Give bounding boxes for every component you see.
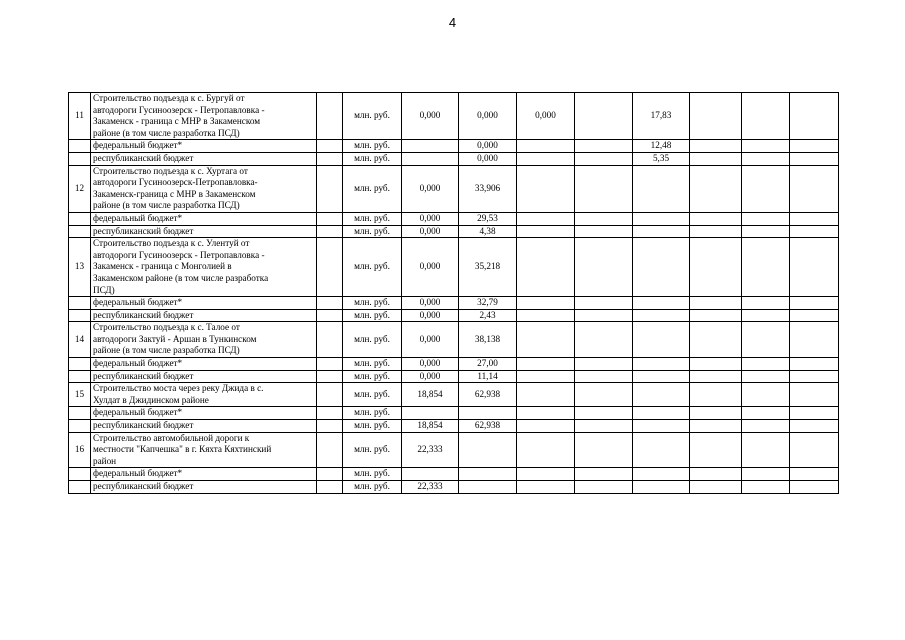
blank-cell (317, 238, 343, 297)
item-name-cell (91, 225, 317, 238)
item-name-line: Хулдат в Джидинском районе (93, 394, 209, 405)
item-name-line: автодороги Гусиноозерск - Петропавловка - (93, 249, 265, 260)
item-name-line: федеральный бюджет* (93, 358, 183, 369)
value-cell: 0,000 (459, 140, 517, 153)
table-row-project (69, 165, 884, 212)
value-cell (690, 152, 742, 165)
item-name-line: республиканский бюджет (93, 225, 194, 236)
value-cell (402, 407, 459, 420)
value-cell: 0,000 (402, 225, 459, 238)
value-cell (517, 370, 575, 383)
value-cell (633, 432, 690, 468)
item-name-line: автодороги Гусиноозерск-Петропавловка- (93, 177, 258, 188)
row-number-cell (69, 225, 91, 238)
value-cell (517, 468, 575, 481)
blank-cell (317, 481, 343, 494)
blank-cell (317, 432, 343, 468)
unit-cell: млн. руб. (343, 140, 402, 153)
value-cell (459, 468, 517, 481)
item-name-line: Строительство подъезда к с. Хуртага от (93, 165, 248, 176)
blank-cell (317, 212, 343, 225)
table-row-project (69, 93, 884, 140)
row-number-cell (69, 420, 91, 433)
value-cell (742, 212, 790, 225)
unit-cell: млн. руб. (343, 212, 402, 225)
value-cell (742, 468, 790, 481)
value-cell (742, 383, 790, 407)
item-name-line: Закаменск-граница с МНР в Закаменском (93, 188, 256, 199)
row-number-cell (69, 212, 91, 225)
unit-cell: млн. руб. (343, 225, 402, 238)
unit-cell: млн. руб. (343, 93, 402, 140)
item-name-line: районе (в том числе разработка ПСД) (93, 345, 240, 356)
item-name-line: республиканский бюджет (93, 152, 194, 163)
row-number-cell: 14 (69, 322, 91, 358)
blank-cell (317, 93, 343, 140)
item-name-line: район (93, 455, 117, 466)
value-cell: 0,000 (402, 165, 459, 212)
table-row-subitem (69, 370, 884, 383)
value-cell (690, 481, 742, 494)
blank-cell (317, 420, 343, 433)
blank-cell (317, 309, 343, 322)
row-number-cell (69, 140, 91, 153)
table-row-project (69, 238, 884, 297)
value-cell (575, 358, 633, 371)
value-cell (517, 238, 575, 297)
value-cell: 0,000 (517, 93, 575, 140)
row-number-cell (69, 481, 91, 494)
value-cell (575, 309, 633, 322)
value-cell (633, 297, 690, 310)
value-cell: 18,854 (402, 420, 459, 433)
value-cell (790, 370, 839, 383)
table-body (69, 93, 884, 494)
item-name-line: местности "Капчешка" в г. Кяхта Кяхтинский (93, 444, 272, 455)
value-cell (790, 297, 839, 310)
value-cell (690, 420, 742, 433)
value-cell: 0,000 (402, 212, 459, 225)
blank-cell (317, 225, 343, 238)
item-name-cell (91, 370, 317, 383)
value-cell (690, 140, 742, 153)
value-cell (633, 468, 690, 481)
value-cell (742, 358, 790, 371)
row-number-cell (69, 468, 91, 481)
table-row-subitem (69, 358, 884, 371)
value-cell (517, 225, 575, 238)
value-cell (633, 165, 690, 212)
table-row-subitem (69, 481, 884, 494)
value-cell (517, 165, 575, 212)
item-name-cell (91, 481, 317, 494)
item-name-line: районе (в том числе разработка ПСД) (93, 127, 240, 138)
value-cell (690, 407, 742, 420)
blank-cell (317, 152, 343, 165)
value-cell: 0,000 (402, 297, 459, 310)
table-row-project (69, 383, 884, 407)
value-cell (690, 432, 742, 468)
value-cell (790, 212, 839, 225)
row-number-cell (69, 407, 91, 420)
table-row-subitem (69, 140, 884, 153)
value-cell (459, 432, 517, 468)
value-cell (575, 297, 633, 310)
table-row-subitem (69, 407, 884, 420)
value-cell (790, 407, 839, 420)
value-cell (742, 481, 790, 494)
value-cell (742, 309, 790, 322)
value-cell (517, 322, 575, 358)
unit-cell: млн. руб. (343, 165, 402, 212)
item-name-line: федеральный бюджет* (93, 297, 183, 308)
row-number-cell (69, 297, 91, 310)
blank-cell (317, 322, 343, 358)
item-name-cell (91, 93, 317, 140)
unit-cell: млн. руб. (343, 238, 402, 297)
value-cell (575, 420, 633, 433)
unit-cell: млн. руб. (343, 407, 402, 420)
item-name-line: автодороги Зактуй - Аршан в Тункинском (93, 333, 257, 344)
value-cell (575, 238, 633, 297)
value-cell: 2,43 (459, 309, 517, 322)
value-cell (690, 468, 742, 481)
item-name-cell (91, 152, 317, 165)
value-cell: 62,938 (459, 383, 517, 407)
value-cell: 32,79 (459, 297, 517, 310)
value-cell (575, 481, 633, 494)
value-cell (790, 432, 839, 468)
table-row-subitem (69, 468, 884, 481)
unit-cell: млн. руб. (343, 358, 402, 371)
row-number-cell: 11 (69, 93, 91, 140)
value-cell (742, 152, 790, 165)
value-cell (402, 152, 459, 165)
item-name-line: ПСД) (93, 284, 115, 295)
value-cell (742, 432, 790, 468)
value-cell (517, 152, 575, 165)
value-cell: 17,83 (633, 93, 690, 140)
value-cell: 0,000 (402, 322, 459, 358)
item-name-line: Закаменском районе (в том числе разработка (93, 272, 269, 283)
value-cell (742, 407, 790, 420)
item-name-line: республиканский бюджет (93, 420, 194, 431)
value-cell (790, 140, 839, 153)
value-cell (690, 297, 742, 310)
value-cell: 29,53 (459, 212, 517, 225)
value-cell (575, 468, 633, 481)
value-cell: 38,138 (459, 322, 517, 358)
value-cell (633, 212, 690, 225)
value-cell: 0,000 (402, 358, 459, 371)
unit-cell: млн. руб. (343, 309, 402, 322)
value-cell (517, 407, 575, 420)
value-cell (742, 93, 790, 140)
item-name-line: Строительство подъезда к с. Улентуй от (93, 238, 250, 249)
value-cell (690, 309, 742, 322)
item-name-line: Закаменск - граница с Монголией в (93, 261, 232, 272)
budget-table (68, 92, 884, 494)
item-name-line: Строительство автомобильной дороги к (93, 432, 250, 443)
row-number-cell: 16 (69, 432, 91, 468)
value-cell: 4,38 (459, 225, 517, 238)
value-cell (790, 420, 839, 433)
value-cell: 0,000 (459, 93, 517, 140)
item-name-line: районе (в том числе разработка ПСД) (93, 200, 240, 211)
value-cell (742, 322, 790, 358)
value-cell (575, 165, 633, 212)
value-cell: 0,000 (402, 238, 459, 297)
item-name-line: Строительство моста через реку Джида в с. (93, 383, 264, 394)
value-cell (742, 140, 790, 153)
blank-cell (317, 140, 343, 153)
row-number-cell: 15 (69, 383, 91, 407)
value-cell (633, 225, 690, 238)
value-cell (517, 481, 575, 494)
blank-cell (317, 358, 343, 371)
value-cell (575, 370, 633, 383)
unit-cell: млн. руб. (343, 420, 402, 433)
value-cell (790, 225, 839, 238)
unit-cell: млн. руб. (343, 322, 402, 358)
value-cell (690, 238, 742, 297)
table-row-subitem (69, 212, 884, 225)
item-name-cell (91, 297, 317, 310)
value-cell (790, 238, 839, 297)
value-cell: 18,854 (402, 383, 459, 407)
value-cell: 0,000 (402, 370, 459, 383)
table-row-subitem (69, 152, 884, 165)
blank-cell (317, 383, 343, 407)
item-name-line: республиканский бюджет (93, 481, 194, 491)
value-cell: 11,14 (459, 370, 517, 383)
unit-cell: млн. руб. (343, 297, 402, 310)
table-row-subitem (69, 420, 884, 433)
value-cell (633, 358, 690, 371)
item-name-cell (91, 407, 317, 420)
value-cell (633, 407, 690, 420)
value-cell (742, 370, 790, 383)
row-number-cell: 13 (69, 238, 91, 297)
blank-cell (317, 165, 343, 212)
blank-cell (317, 297, 343, 310)
table-row-project (69, 322, 884, 358)
value-cell (517, 383, 575, 407)
value-cell (517, 212, 575, 225)
item-name-cell (91, 212, 317, 225)
value-cell: 12,48 (633, 140, 690, 153)
unit-cell: млн. руб. (343, 432, 402, 468)
value-cell (690, 322, 742, 358)
item-name-line: Строительство подъезда к с. Талое от (93, 322, 240, 333)
item-name-line: республиканский бюджет (93, 370, 194, 381)
blank-cell (317, 370, 343, 383)
value-cell (690, 383, 742, 407)
value-cell: 22,333 (402, 432, 459, 468)
item-name-cell (91, 468, 317, 481)
value-cell (742, 420, 790, 433)
item-name-cell (91, 140, 317, 153)
blank-cell (317, 468, 343, 481)
value-cell (790, 309, 839, 322)
unit-cell: млн. руб. (343, 370, 402, 383)
item-name-line: федеральный бюджет* (93, 468, 183, 479)
value-cell (790, 152, 839, 165)
table-row-project (69, 432, 884, 468)
value-cell (517, 432, 575, 468)
row-number-cell (69, 370, 91, 383)
value-cell (633, 481, 690, 494)
item-name-line: республиканский бюджет (93, 309, 194, 320)
value-cell (575, 407, 633, 420)
value-cell (459, 407, 517, 420)
value-cell (575, 432, 633, 468)
row-number-cell (69, 309, 91, 322)
item-name-line: автодороги Гусиноозерск - Петропавловка - (93, 104, 265, 115)
item-name-line: Закаменск - граница с МНР в Закаменском (93, 116, 261, 127)
value-cell (690, 93, 742, 140)
value-cell (633, 238, 690, 297)
item-name-line: Строительство подъезда к с. Бургуй от (93, 93, 245, 103)
value-cell: 35,218 (459, 238, 517, 297)
value-cell (402, 140, 459, 153)
value-cell (790, 468, 839, 481)
item-name-cell (91, 383, 317, 407)
value-cell (790, 358, 839, 371)
value-cell: 27,00 (459, 358, 517, 371)
item-name-cell (91, 309, 317, 322)
page-number: 4 (448, 15, 457, 30)
value-cell (575, 140, 633, 153)
row-number-cell (69, 152, 91, 165)
value-cell (575, 322, 633, 358)
value-cell (690, 212, 742, 225)
value-cell: 0,000 (402, 93, 459, 140)
item-name-cell (91, 420, 317, 433)
value-cell: 62,938 (459, 420, 517, 433)
item-name-line: федеральный бюджет* (93, 407, 183, 418)
value-cell (690, 165, 742, 212)
value-cell (633, 322, 690, 358)
value-cell (742, 225, 790, 238)
unit-cell: млн. руб. (343, 152, 402, 165)
value-cell (790, 322, 839, 358)
item-name-line: федеральный бюджет* (93, 212, 183, 223)
value-cell: 5,35 (633, 152, 690, 165)
value-cell (790, 165, 839, 212)
value-cell (575, 225, 633, 238)
value-cell (790, 93, 839, 140)
blank-cell (317, 407, 343, 420)
value-cell (742, 238, 790, 297)
value-cell (690, 358, 742, 371)
value-cell (633, 383, 690, 407)
row-number-cell (69, 358, 91, 371)
value-cell (575, 212, 633, 225)
value-cell (575, 152, 633, 165)
value-cell (575, 93, 633, 140)
value-cell (790, 481, 839, 494)
item-name-line: федеральный бюджет* (93, 140, 183, 151)
value-cell (517, 297, 575, 310)
value-cell (517, 358, 575, 371)
value-cell (575, 383, 633, 407)
value-cell (633, 370, 690, 383)
value-cell (459, 481, 517, 494)
table-row-subitem (69, 297, 884, 310)
value-cell (742, 297, 790, 310)
value-cell (517, 140, 575, 153)
value-cell (402, 468, 459, 481)
row-number-cell: 12 (69, 165, 91, 212)
item-name-cell (91, 432, 317, 468)
value-cell (790, 383, 839, 407)
value-cell (633, 309, 690, 322)
value-cell (742, 165, 790, 212)
item-name-cell (91, 322, 317, 358)
unit-cell: млн. руб. (343, 481, 402, 494)
value-cell: 0,000 (459, 152, 517, 165)
table-row-subitem (69, 309, 884, 322)
value-cell: 22,333 (402, 481, 459, 494)
unit-cell: млн. руб. (343, 383, 402, 407)
value-cell: 33,906 (459, 165, 517, 212)
table-row-subitem (69, 225, 884, 238)
unit-cell: млн. руб. (343, 468, 402, 481)
value-cell (517, 309, 575, 322)
value-cell (690, 370, 742, 383)
item-name-cell (91, 165, 317, 212)
value-cell: 0,000 (402, 309, 459, 322)
value-cell (517, 420, 575, 433)
item-name-cell (91, 238, 317, 297)
value-cell (633, 420, 690, 433)
value-cell (690, 225, 742, 238)
item-name-cell (91, 358, 317, 371)
